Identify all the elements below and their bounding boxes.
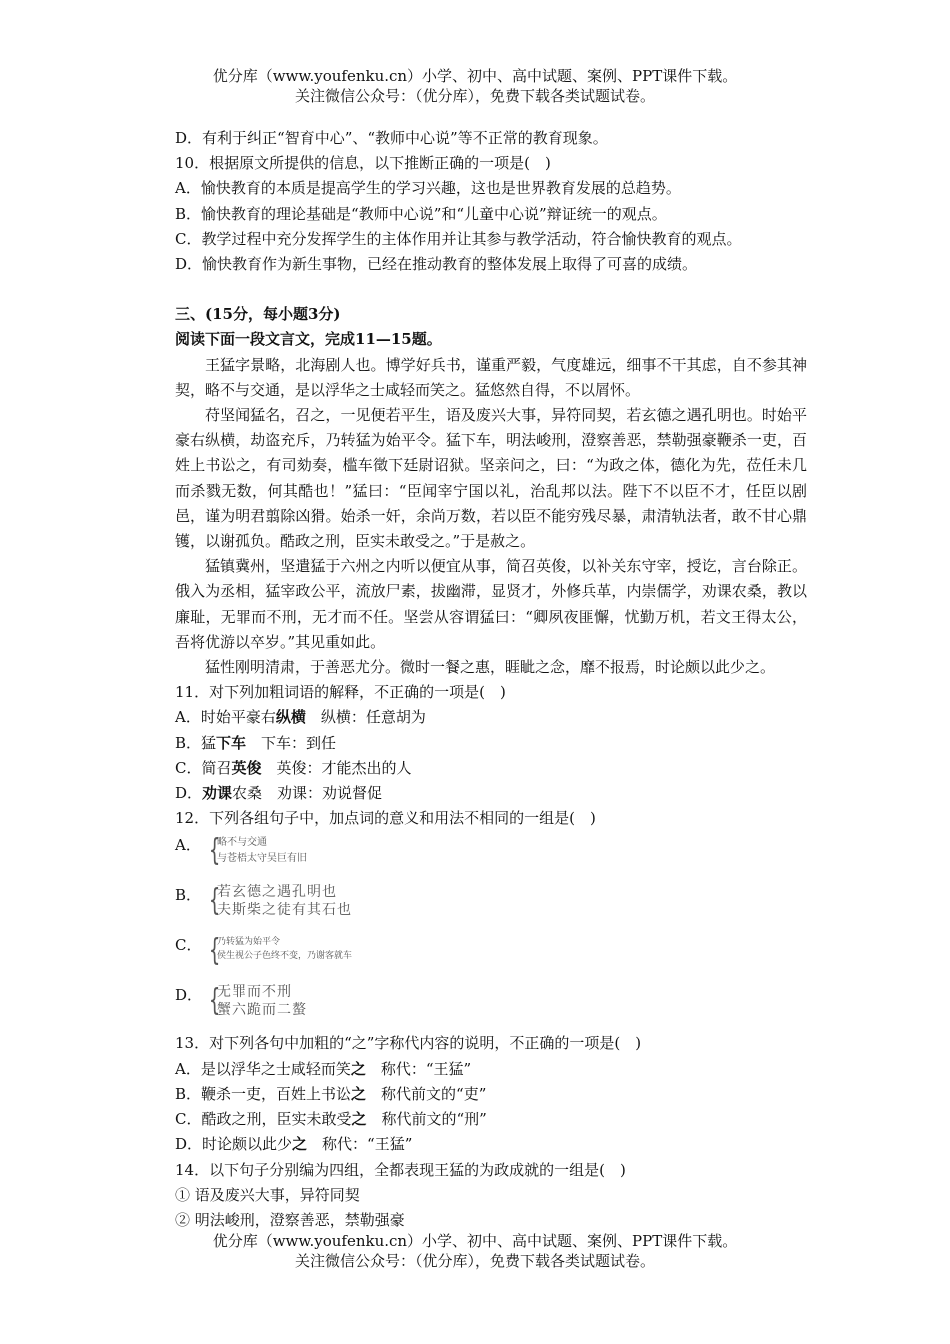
q10-option-d: D．愉快教育作为新生事物，已经在推动教育的整体发展上取得了可喜的成绩。 xyxy=(175,255,698,274)
q10-stem: 10．根据原文所提供的信息，以下推断正确的一项是( ) xyxy=(175,154,551,173)
q10-option-b: B．愉快教育的理论基础是“教师中心说”和“儿童中心说”辩证统一的观点。 xyxy=(175,204,667,223)
option-explanation: 称代前文的“刑” xyxy=(366,1110,487,1129)
option-label: A． xyxy=(175,836,201,855)
option-text: A．时始平豪右 xyxy=(175,708,276,727)
option-text: C．酷政之刑，臣实未敢受 xyxy=(175,1110,352,1129)
header-line-2: 关注微信公众号：（优分库），免费下载各类试题试卷。 xyxy=(294,87,655,105)
option-explanation: 纵横：任意胡为 xyxy=(305,708,426,727)
sentence-1: 乃转猛为始平令 xyxy=(217,937,281,948)
option-explanation: 称代：“王猛” xyxy=(365,1059,472,1078)
bold-term: 劝课 xyxy=(202,784,233,803)
q13-stem: 13．对下列各句中加粗的“之”字称代内容的说明，不正确的一项是( ) xyxy=(175,1034,642,1053)
option-text: B．鞭杀一吏，百姓上书讼 xyxy=(175,1084,352,1103)
bold-term: 之 xyxy=(351,1110,367,1129)
option-label: B． xyxy=(175,886,202,905)
brace-icon: { xyxy=(208,983,221,1019)
sentence-2: 侯生视公子色终不变，乃谢客就车 xyxy=(217,951,353,962)
page-header xyxy=(0,66,950,106)
q11-stem: 11．对下列加粗词语的解释，不正确的一项是( ) xyxy=(175,683,506,702)
header-line-1: 优分库（www.youfenku.cn）小学、初中、高中试题、案例、PPT课件下载。 xyxy=(212,67,738,85)
sentence-1: 若玄德之遇孔明也 xyxy=(217,884,337,901)
q13-option-b xyxy=(175,1082,807,1107)
option-sentences xyxy=(217,883,352,919)
q14-item-2: ② 明法峻刑，澄察善恶，禁勒强豪 xyxy=(175,1210,405,1229)
brace-icon: { xyxy=(208,933,221,969)
passage-paragraph-2: 苻坚闻猛名，召之，一见便若平生，语及废兴大事，异符同契，若玄德之遇孔明也。时始平豪右纵横，劫盗充斥，乃转猛为始平令。猛下车，明法峻刑，澄察善恶，禁勒强豪鞭杀一吏，百姓上书讼之，有司劾奏，槛车徵下廷尉诏狱。坚亲问之，曰：“为政之体，德化为先，莅任未几而杀戮无数，何其酷也！”猛曰：“臣闻宰宁国以礼，治乱邦以法。陛下不以臣不才，任臣以剧邑，谨为明君翦除凶猾。始杀一奸，余尚万数，若以臣不能穷残尽暴，肃清轨法者，敢不甘心鼎镬，以谢孤负。酷政之刑，臣实未敢受之。”于是赦之。 xyxy=(175,406,807,551)
sentence-1: 无罪而不刑 xyxy=(217,984,292,1001)
sentence-2: 与苍梧太守吴巨有旧 xyxy=(217,853,307,865)
q12-option-a xyxy=(175,831,807,881)
sentence-2: 夫斯柴之徒有其石也 xyxy=(217,902,352,919)
q13-option-d xyxy=(175,1132,807,1157)
option-text: C．简召 xyxy=(175,758,232,777)
option-explanation: 下车：到任 xyxy=(246,733,337,752)
passage-paragraph-1: 王猛字景略，北海剧人也。博学好兵书，谨重严毅，气度雄远，细事不干其虑，自不参其神契，略不与交通，是以浮华之士咸轻而笑之。猛悠然自得，不以屑怀。 xyxy=(175,355,807,399)
bold-term: 之 xyxy=(350,1059,366,1078)
q11-option-b xyxy=(175,731,807,756)
q12-option-d xyxy=(175,981,807,1031)
option-explanation: 称代：“王猛” xyxy=(307,1135,413,1154)
bold-term: 英俊 xyxy=(231,758,262,777)
option-explanation: 称代前文的“吏” xyxy=(366,1084,487,1103)
q11-option-c xyxy=(175,756,807,781)
q11-option-a xyxy=(175,705,807,730)
q14-stem: 14．以下句子分别编为四组，全都表现王猛的为政成就的一组是( ) xyxy=(175,1160,626,1179)
option-explanation: 英俊：才能杰出的人 xyxy=(261,758,412,777)
q11-option-d xyxy=(175,781,807,806)
q12-option-c xyxy=(175,931,807,981)
spacer xyxy=(175,277,807,302)
q12-option-b xyxy=(175,881,807,931)
brace-icon: { xyxy=(208,883,221,919)
sentence-2: 蟹六跪而二螯 xyxy=(217,1002,307,1019)
sentence-1: 略不与交通 xyxy=(217,837,267,849)
section-3-title: 三、(15分，每小题3分) xyxy=(175,305,341,324)
q13-option-a xyxy=(175,1057,807,1082)
option-explanation: 农桑 劝课：劝说督促 xyxy=(232,784,383,803)
footer-line-2: 关注微信公众号：（优分库），免费下载各类试题试卷。 xyxy=(294,1252,655,1270)
option-text: B．猛 xyxy=(175,733,217,752)
footer-line-1: 优分库（www.youfenku.cn）小学、初中、高中试题、案例、PPT课件下载。 xyxy=(212,1232,738,1250)
page-footer xyxy=(0,1231,950,1271)
option-sentences xyxy=(217,935,352,963)
bold-term: 纵横 xyxy=(275,708,306,727)
option-sentences xyxy=(217,835,307,867)
passage-paragraph-4: 猛性刚明清肃，于善恶尤分。微时一餐之惠，睚眦之念，靡不报焉，时论颇以此少之。 xyxy=(205,658,776,677)
option-text: A．是以浮华之士咸轻而笑 xyxy=(175,1059,351,1078)
section-3-instruction: 阅读下面一段文言文，完成11—15题。 xyxy=(175,330,442,349)
q13-option-c xyxy=(175,1107,807,1132)
option-sentences xyxy=(217,983,307,1019)
document-body xyxy=(175,126,807,1233)
q12-stem: 12．下列各组句子中，加点词的意义和用法不相同的一组是( ) xyxy=(175,809,596,828)
q10-option-c: C．教学过程中充分发挥学生的主体作用并让其参与教学活动，符合愉快教育的观点。 xyxy=(175,229,742,248)
option-label: D． xyxy=(175,986,203,1005)
bold-term: 下车 xyxy=(216,733,247,752)
passage-paragraph-3: 猛镇冀州，坚遣猛于六州之内听以便宜从事，简召英俊，以补关东守宰，授讫，言台除正。俄入为丞相，猛宰政公平，流放尸素，拔幽滞，显贤才，外修兵革，内崇儒学，劝课农桑，教以廉耻，无罪而不刑，无才而不任。坚尝从容谓猛曰：“卿夙夜匪懈，忧勤万机，若文王得太公，吾将优游以卒岁。”其见重如此。 xyxy=(175,557,807,651)
bold-term: 之 xyxy=(292,1135,308,1154)
option-text: D． xyxy=(175,784,203,803)
option-label: C． xyxy=(175,936,202,955)
bold-term: 之 xyxy=(351,1084,367,1103)
option-text: D．时论颇以此少 xyxy=(175,1135,293,1154)
q14-item-1: ① 语及废兴大事，异符同契 xyxy=(175,1185,360,1204)
q10-option-a: A．愉快教育的本质是提高学生的学习兴趣，这也是世界教育发展的总趋势。 xyxy=(175,179,681,198)
q9-option-d: D．有利于纠正“智育中心”、“教师中心说”等不正常的教育现象。 xyxy=(175,129,608,147)
brace-icon: { xyxy=(208,833,221,869)
